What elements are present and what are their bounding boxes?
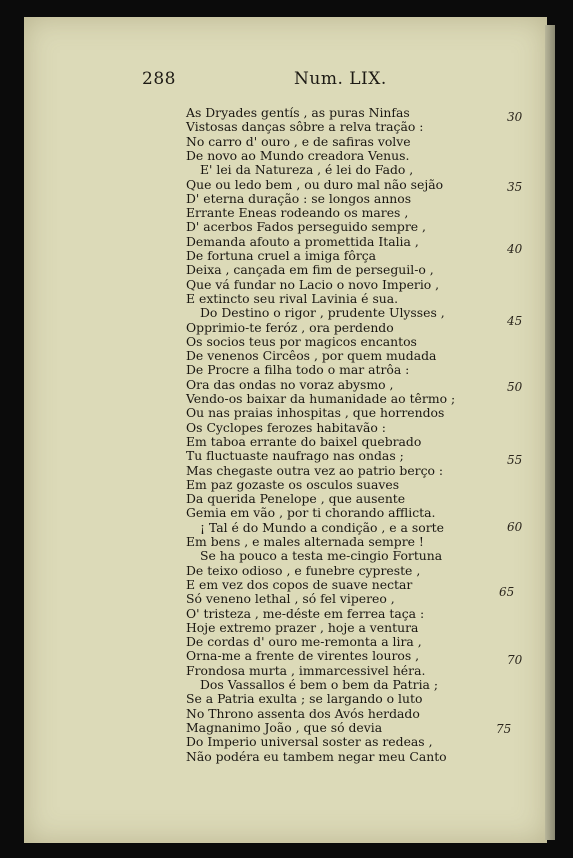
verse-line: Do Imperio universal soster as redeas ,	[186, 734, 433, 750]
verse-line: Em bens , e males alternada sempre !	[186, 534, 424, 549]
verse-line: Vendo-os baixar da humanidade ao têrmo ;	[186, 391, 456, 406]
verse-line: Errante Eneas rodeando os mares ,	[186, 205, 409, 221]
verse-line: Orna-me a frente de virentes louros ,	[186, 648, 420, 664]
verse-line: No Throno assenta dos Avós herdado	[186, 705, 420, 721]
verse-line: Se a Patria exulta ; se largando o luto	[186, 691, 423, 707]
verse-line: Que ou ledo bem , ou duro mal não sejão	[186, 176, 444, 192]
verse-line: Que vá fundar no Lacio o novo Imperio ,	[186, 276, 440, 292]
verse-line: Se ha pouco a testa me-cingio Fortuna	[200, 548, 443, 564]
verse-line: De teixo odioso , e funebre cypreste ,	[186, 562, 421, 578]
verse-line: De cordas d' ouro me-remonta a lira ,	[186, 634, 422, 650]
line-number: 45	[507, 314, 523, 328]
verse-line: Do Destino o rigor , prudente Ulysses ,	[200, 305, 445, 321]
verse-line: Deixa , cançada em fim de perseguil-o ,	[186, 262, 434, 278]
verse-line: Opprimio-te feróz , ora perdendo	[186, 319, 394, 335]
verse-line: E extincto seu rival Lavinia é sua.	[186, 290, 399, 306]
verse-line: E' lei da Natureza , é lei do Fado ,	[200, 162, 414, 178]
verse-line: Magnanimo João , que só devia	[186, 719, 383, 735]
verse-line: Os socios teus por magicos encantos	[186, 333, 417, 349]
verse-line: No carro d' ouro , e de safiras volve	[186, 133, 411, 149]
verse-line: De Procre a filha todo o mar atrôa :	[186, 362, 410, 378]
verse-line: ¡ Tal é do Mundo a condição , e a sorte	[200, 519, 444, 535]
verse-line: Demanda afouto a promettida Italia ,	[186, 233, 419, 249]
verse-line: E em vez dos copos de suave nectar	[186, 576, 413, 592]
verse-line: Não podéra eu tambem negar meu Canto	[186, 748, 447, 764]
running-title: Num. LIX.	[294, 69, 387, 89]
page-header	[24, 69, 547, 93]
verse-line: Hoje extremo prazer , hoje a ventura	[186, 619, 419, 635]
line-number: 65	[499, 585, 515, 599]
line-number: 50	[507, 380, 523, 394]
verse-line: Os Cyclopes ferozes habitavão :	[186, 419, 386, 435]
verse-line: Ora das ondas no voraz abysmo ,	[186, 376, 394, 392]
verse-line: As Dryades gentís , as puras Ninfas	[186, 105, 410, 120]
verse-line: Em taboa errante do baixel quebrado	[186, 433, 422, 449]
verse-line: Gemia em vão , por ti chorando afflicta.	[186, 505, 436, 521]
verse-line: De fortuna cruel a imiga fôrça	[186, 248, 377, 263]
verse-line: Em paz gozaste os osculos suaves	[186, 476, 400, 492]
verse-line: Dos Vassallos é bem o bem da Patria ;	[200, 677, 439, 692]
line-number: 60	[507, 520, 523, 534]
verse-line: D' acerbos Fados perseguido sempre ,	[186, 219, 426, 235]
line-number: 40	[507, 242, 523, 256]
verse-line: Tu fluctuaste naufrago nas ondas ;	[186, 448, 404, 464]
line-number: 75	[496, 722, 512, 736]
verse-line: Mas chegaste outra vez ao patrio berço :	[186, 462, 444, 478]
verse-line: Frondosa murta , immarcessivel héra.	[186, 662, 426, 678]
verse-line: Só veneno lethal , só fel vipereo ,	[186, 591, 395, 607]
verse-line: Da querida Penelope , que ausente	[186, 491, 406, 507]
verse-line: Vistosas danças sôbre a relva tração :	[186, 119, 424, 135]
verse-line: O' tristeza , me-déste em ferrea taça :	[186, 605, 425, 621]
verse-line: D' eterna duração : se longos annos	[186, 190, 412, 206]
line-number: 55	[507, 453, 523, 467]
page-edge	[545, 25, 555, 840]
book-page	[24, 17, 547, 843]
line-number: 35	[507, 180, 523, 194]
verse-line: De venenos Circêos , por quem mudada	[186, 348, 437, 364]
verse-line: De novo ao Mundo creadora Venus.	[186, 147, 410, 163]
page-number: 288	[142, 69, 176, 89]
verse-line: Ou nas praias inhospitas , que horrendos	[186, 405, 445, 421]
line-number: 70	[507, 653, 523, 667]
line-number: 30	[507, 110, 523, 124]
